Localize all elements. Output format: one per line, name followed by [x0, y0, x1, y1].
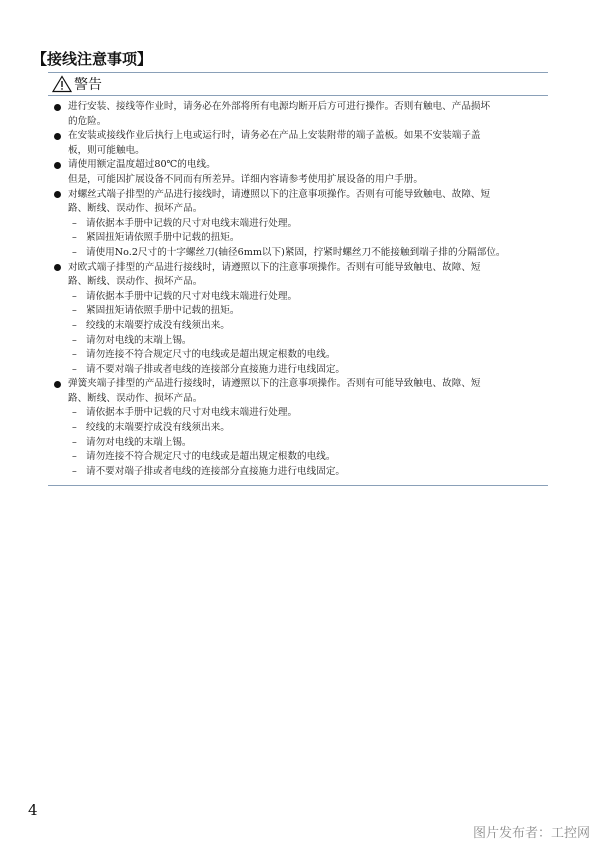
- bullet-line: 路、断线、误动作、损坏产品。: [68, 392, 203, 404]
- bullet-item: [48, 129, 548, 158]
- warning-label: 警告: [74, 77, 102, 93]
- sub-item: – 请不要对端子排或者电线的连接部分直接施力进行电线固定。: [48, 465, 548, 480]
- bullet-line: 对螺丝式端子排型的产品进行接线时，请遵照以下的注意事项操作。否则有可能导致触电、故障、短: [68, 188, 491, 200]
- warning-header: [48, 73, 548, 96]
- bullet-item: [48, 158, 548, 187]
- sub-item: – 请依据本手册中记载的尺寸对电线末端进行处理。: [48, 217, 548, 232]
- sub-item: – 绞线的末端要拧成没有线须出来。: [48, 421, 548, 436]
- sub-item: – 紧固扭矩请依照手册中记载的扭矩。: [48, 231, 548, 246]
- warning-triangle-icon: [52, 75, 72, 93]
- bullet-item: [48, 100, 548, 129]
- bullet-line: 板，则可能触电。: [68, 144, 145, 156]
- sub-item: – 请勿连接不符合规定尺寸的电线或是超出规定根数的电线。: [48, 450, 548, 465]
- sub-item: – 紧固扭矩请依照手册中记载的扭矩。: [48, 304, 548, 319]
- bullet-item: [48, 188, 548, 217]
- warning-box: [48, 72, 548, 486]
- watermark: 图片发布者：工控网: [472, 826, 590, 841]
- sub-item: – 请使用No.2尺寸的十字螺丝刀(轴径6mm以下)紧固，拧紧时螺丝刀不能接触到端子排的分隔部位。: [48, 246, 548, 261]
- bullet-line: 对欧式端子排型的产品进行接线时，请遵照以下的注意事项操作。否则有可能导致触电、故障、短: [68, 261, 481, 273]
- bullet-line: 但是，可能因扩展设备不同而有所差异。详细内容请参考使用扩展设备的用户手册。: [68, 173, 423, 185]
- sub-item: – 绞线的末端要拧成没有线须出来。: [48, 319, 548, 334]
- sub-item: – 请勿对电线的末端上锡。: [48, 436, 548, 451]
- bullet-line: 请使用额定温度超过80℃的电线。: [68, 159, 216, 171]
- bullet-item: [48, 261, 548, 290]
- bullet-item: [48, 377, 548, 406]
- sub-item: – 请勿对电线的末端上锡。: [48, 334, 548, 349]
- bullet-line: 在安装或接线作业后执行上电或运行时，请务必在产品上安装附带的端子盖板。如果不安装端子盖: [68, 130, 481, 142]
- bullet-line: 路、断线、误动作、损坏产品。: [68, 203, 203, 215]
- bullet-line: 的危险。: [68, 115, 107, 127]
- section-title: 【接线注意事项】: [32, 50, 153, 68]
- sub-item: – 请勿连接不符合规定尺寸的电线或是超出规定根数的电线。: [48, 348, 548, 363]
- page-number: 4: [28, 801, 38, 819]
- sub-item: – 请依据本手册中记载的尺寸对电线末端进行处理。: [48, 290, 548, 305]
- warning-items: [48, 96, 548, 485]
- bullet-line: 弹簧夹端子排型的产品进行接线时，请遵照以下的注意事项操作。否则有可能导致触电、故障、短: [68, 378, 481, 390]
- bullet-line: 路、断线、误动作、损坏产品。: [68, 276, 203, 288]
- sub-item: – 请依据本手册中记载的尺寸对电线末端进行处理。: [48, 406, 548, 421]
- bullet-line: 进行安装、接线等作业时，请务必在外部将所有电源均断开后方可进行操作。否则有触电、产品损坏: [68, 101, 491, 112]
- sub-item: – 请不要对端子排或者电线的连接部分直接施力进行电线固定。: [48, 363, 548, 378]
